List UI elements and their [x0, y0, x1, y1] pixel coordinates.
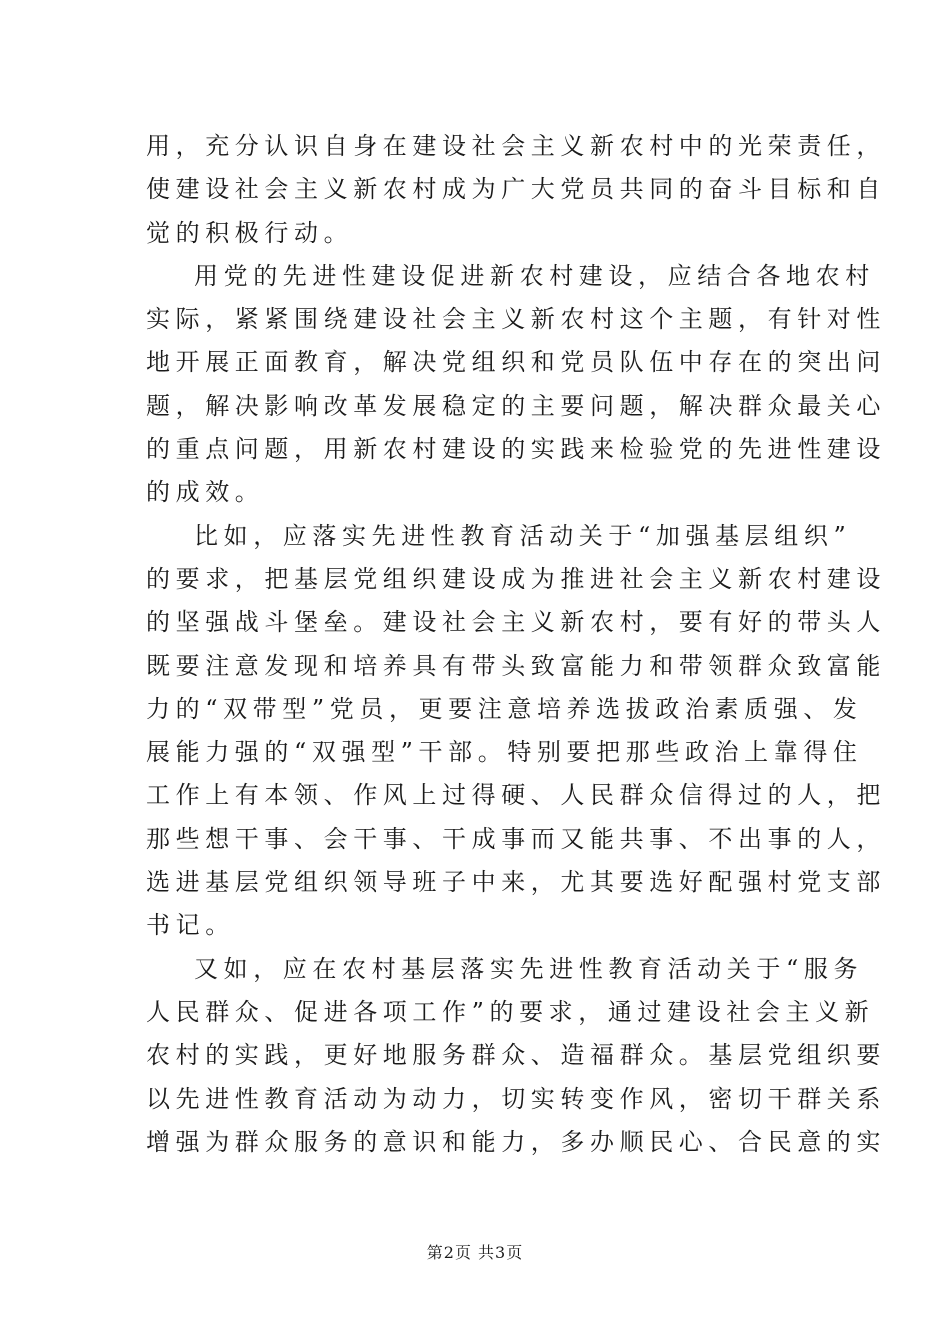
- text-line: 展能力强的“双强型”干部。特别要把那些政治上靠得住: [146, 738, 863, 767]
- text-line: 那些想干事、会干事、干成事而又能共事、不出事的人，: [146, 824, 886, 853]
- page-number-footer: 第2页 共3页: [426, 1243, 524, 1262]
- text-line: 增强为群众服务的意识和能力，多办顺民心、合民意的实: [146, 1127, 886, 1156]
- text-line: 书记。: [146, 911, 235, 940]
- text-line: 用，充分认识自身在建设社会主义新农村中的光荣责任，: [146, 132, 886, 160]
- text-line: 选进基层党组织领导班子中来，尤其要选好配强村党支部: [146, 868, 886, 897]
- text-line: 力的“双带型”党员，更要注意培养选拔政治素质强、发: [146, 694, 863, 723]
- text-line: 使建设社会主义新农村成为广大党员共同的奋斗目标和自: [146, 175, 886, 204]
- text-line: 农村的实践，更好地服务群众、造福群众。基层党组织要: [146, 1041, 886, 1070]
- text-line: 实际，紧紧围绕建设社会主义新农村这个主题，有针对性: [146, 305, 886, 334]
- paragraph-first-line: 比如，应落实先进性教育活动关于“加强基层组织”: [194, 521, 852, 550]
- text-line: 的坚强战斗堡垒。建设社会主义新农村，要有好的带头人: [146, 608, 886, 637]
- text-line: 题，解决影响改革发展稳定的主要问题，解决群众最关心: [146, 391, 886, 420]
- text-line: 的成效。: [146, 478, 265, 507]
- text-line: 地开展正面教育，解决党组织和党员队伍中存在的突出问: [146, 348, 886, 377]
- document-body: [146, 125, 886, 1164]
- text-line: 的重点问题，用新农村建设的实践来检验党的先进性建设: [146, 435, 886, 464]
- text-line: 既要注意发现和培养具有带头致富能力和带领群众致富能: [146, 651, 886, 680]
- text-line: 工作上有本领、作风上过得硬、人民群众信得过的人，把: [146, 781, 886, 810]
- text-line: 人民群众、促进各项工作”的要求，通过建设社会主义新: [146, 997, 875, 1026]
- paragraph-first-line: 又如，应在农村基层落实先进性教育活动关于“服务: [194, 954, 864, 983]
- text-line: 的要求，把基层党组织建设成为推进社会主义新农村建设: [146, 564, 886, 593]
- text-line: 觉的积极行动。: [146, 218, 354, 247]
- paragraph-first-line: 用党的先进性建设促进新农村建设，应结合各地农村: [194, 261, 875, 290]
- text-line: 以先进性教育活动为动力，切实转变作风，密切干群关系: [146, 1084, 886, 1113]
